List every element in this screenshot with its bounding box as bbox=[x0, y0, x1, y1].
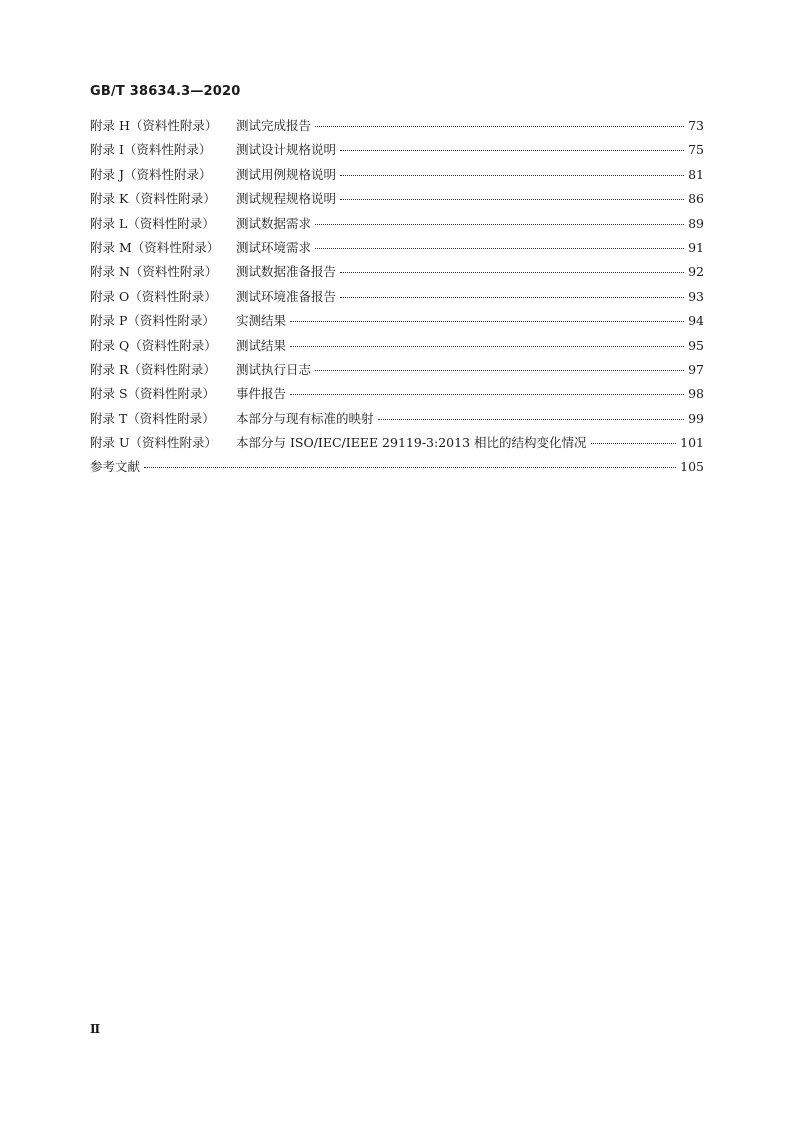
toc-title: 测试环境准备报告 bbox=[236, 288, 337, 304]
dot-leader bbox=[315, 224, 684, 225]
toc-page-number: 97 bbox=[688, 361, 704, 377]
toc-title: 测试设计规格说明 bbox=[236, 142, 337, 158]
toc-page-number: 81 bbox=[688, 166, 704, 182]
toc-title: 测试环境需求 bbox=[236, 239, 312, 255]
toc-entry-annex-q[interactable] bbox=[90, 336, 704, 360]
toc-annex-label: 附录 J（资料性附录） bbox=[90, 166, 212, 182]
table-of-contents bbox=[90, 116, 704, 482]
toc-entry-annex-h[interactable] bbox=[90, 116, 704, 140]
toc-page-number: 92 bbox=[688, 264, 704, 280]
toc-title: 参考文献 bbox=[90, 459, 141, 475]
toc-annex-label: 附录 R（资料性附录） bbox=[90, 361, 216, 377]
toc-entry-annex-p[interactable] bbox=[90, 311, 704, 335]
toc-annex-label: 附录 N（资料性附录） bbox=[90, 264, 218, 280]
toc-entry-annex-k[interactable] bbox=[90, 189, 704, 213]
toc-title: 测试数据需求 bbox=[236, 215, 312, 231]
page-number-footer: Ⅱ bbox=[90, 1022, 101, 1036]
toc-entry-annex-l[interactable] bbox=[90, 214, 704, 238]
toc-entry-annex-u[interactable] bbox=[90, 433, 704, 457]
toc-entry-annex-r[interactable] bbox=[90, 360, 704, 384]
toc-title: 本部分与现有标准的映射 bbox=[236, 410, 374, 426]
toc-entry-annex-j[interactable] bbox=[90, 165, 704, 189]
toc-page-number: 86 bbox=[688, 191, 704, 207]
toc-annex-label: 附录 M（资料性附录） bbox=[90, 239, 220, 255]
toc-annex-label: 附录 P（资料性附录） bbox=[90, 313, 215, 329]
dot-leader bbox=[315, 248, 684, 249]
toc-title: 本部分与 ISO/IEC/IEEE 29119-3:2013 相比的结构变化情况 bbox=[236, 435, 587, 451]
toc-title: 测试完成报告 bbox=[236, 118, 312, 133]
dot-leader bbox=[340, 272, 684, 273]
toc-annex-label: 附录 H（资料性附录） bbox=[90, 118, 218, 133]
toc-entry-annex-m[interactable] bbox=[90, 238, 704, 262]
toc-page-number: 99 bbox=[688, 410, 704, 426]
toc-title: 测试执行日志 bbox=[236, 361, 312, 377]
toc-entry-annex-t[interactable] bbox=[90, 409, 704, 433]
toc-page-number: 73 bbox=[688, 118, 704, 133]
toc-entry-annex-n[interactable] bbox=[90, 262, 704, 286]
toc-title: 测试规程规格说明 bbox=[236, 191, 337, 207]
toc-page-number: 105 bbox=[680, 459, 704, 475]
toc-annex-label: 附录 O（资料性附录） bbox=[90, 288, 217, 304]
toc-page-number: 75 bbox=[688, 142, 704, 158]
toc-title: 实测结果 bbox=[236, 313, 287, 329]
dot-leader bbox=[340, 175, 684, 176]
dot-leader bbox=[290, 346, 684, 347]
toc-page-number: 94 bbox=[688, 313, 704, 329]
toc-annex-label: 附录 L（资料性附录） bbox=[90, 215, 215, 231]
toc-page-number: 91 bbox=[688, 239, 704, 255]
toc-title: 测试结果 bbox=[236, 337, 287, 353]
dot-leader bbox=[290, 394, 684, 395]
toc-entry-references[interactable] bbox=[90, 457, 704, 481]
toc-annex-label: 附录 U（资料性附录） bbox=[90, 435, 218, 451]
toc-annex-label: 附录 T（资料性附录） bbox=[90, 410, 215, 426]
toc-entry-annex-o[interactable] bbox=[90, 287, 704, 311]
toc-page-number: 95 bbox=[688, 337, 704, 353]
document-id: GB/T 38634.3—2020 bbox=[90, 84, 241, 99]
dot-leader bbox=[290, 321, 684, 322]
dot-leader bbox=[591, 443, 677, 444]
toc-entry-annex-i[interactable] bbox=[90, 140, 704, 164]
dot-leader bbox=[340, 150, 684, 151]
toc-page-number: 93 bbox=[688, 288, 704, 304]
toc-page-number: 101 bbox=[680, 435, 704, 451]
dot-leader bbox=[340, 297, 684, 298]
toc-annex-label: 附录 S（资料性附录） bbox=[90, 386, 216, 402]
toc-annex-label: 附录 K（资料性附录） bbox=[90, 191, 216, 207]
toc-entry-annex-s[interactable] bbox=[90, 384, 704, 408]
toc-page-number: 89 bbox=[688, 215, 704, 231]
toc-annex-label: 附录 Q（资料性附录） bbox=[90, 337, 217, 353]
toc-title: 测试用例规格说明 bbox=[236, 166, 337, 182]
dot-leader bbox=[315, 370, 684, 371]
toc-annex-label: 附录 I（资料性附录） bbox=[90, 142, 212, 158]
dot-leader bbox=[378, 419, 685, 420]
toc-title: 事件报告 bbox=[236, 386, 287, 402]
dot-leader bbox=[315, 126, 684, 127]
toc-page-number: 98 bbox=[688, 386, 704, 402]
toc-title: 测试数据准备报告 bbox=[236, 264, 337, 280]
dot-leader bbox=[144, 467, 676, 468]
dot-leader bbox=[340, 199, 684, 200]
